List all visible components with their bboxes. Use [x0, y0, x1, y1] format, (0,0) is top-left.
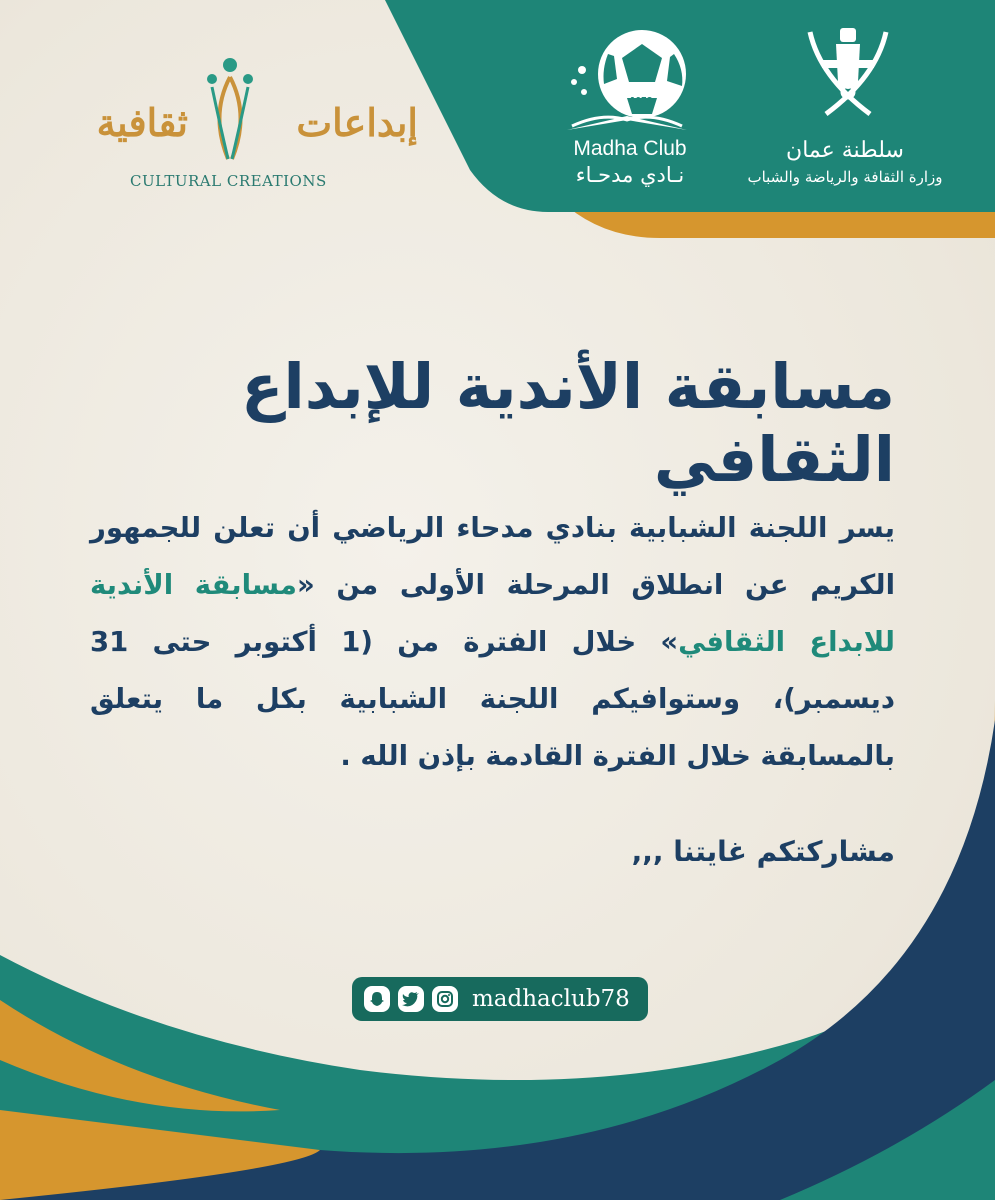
paragraph-part-1: يسر اللجنة الشبابية بنادي مدحاء الرياضي أن تعلن للجمهور الكريم عن انطلاق المرحلة الأولى من « — [90, 512, 895, 601]
closing-line: مشاركتكم غايتنا ,,, — [631, 835, 895, 868]
paragraph-part-3: » خلال الفترة من (1 أكتوبر حتى 31 ديسمبر)، وستوافيكم اللجنة الشبابية بكل ما يتعلق بالمسابقة خلال الفترة القادمة بإذن الله . — [90, 626, 895, 772]
twitter-icon[interactable] — [398, 986, 424, 1012]
announcement-paragraph — [90, 500, 895, 785]
cultural-logo-arabic-part2: إبداعات — [296, 100, 418, 145]
instagram-icon[interactable] — [432, 986, 458, 1012]
club-year: 1978 — [630, 96, 653, 105]
cultural-logo-english: CULTURAL CREATIONS — [130, 172, 327, 190]
ministry-line1: سلطنة عمان — [786, 138, 904, 163]
ministry-line2: وزارة الثقافة والرياضة والشباب — [747, 168, 943, 186]
competition-name-highlight: مسابقة الأندية للابداع الثقافي — [90, 569, 895, 658]
handle-text[interactable]: madhaclub78 — [472, 986, 630, 1012]
madha-club-ball-book-icon — [562, 24, 692, 134]
social-handle-badge[interactable] — [352, 977, 648, 1021]
club-name-arabic: نـادي مدحـاء — [575, 163, 685, 187]
cultural-logo-arabic-part1: ثقافية — [96, 100, 188, 145]
cultural-creations-emblem-icon — [200, 55, 260, 165]
snapchat-icon[interactable] — [364, 986, 390, 1012]
oman-emblem-icon — [800, 22, 896, 122]
page-title: مسابقة الأندية للإبداع الثقافي — [241, 350, 895, 496]
club-name-english: Madha Club — [573, 137, 687, 160]
